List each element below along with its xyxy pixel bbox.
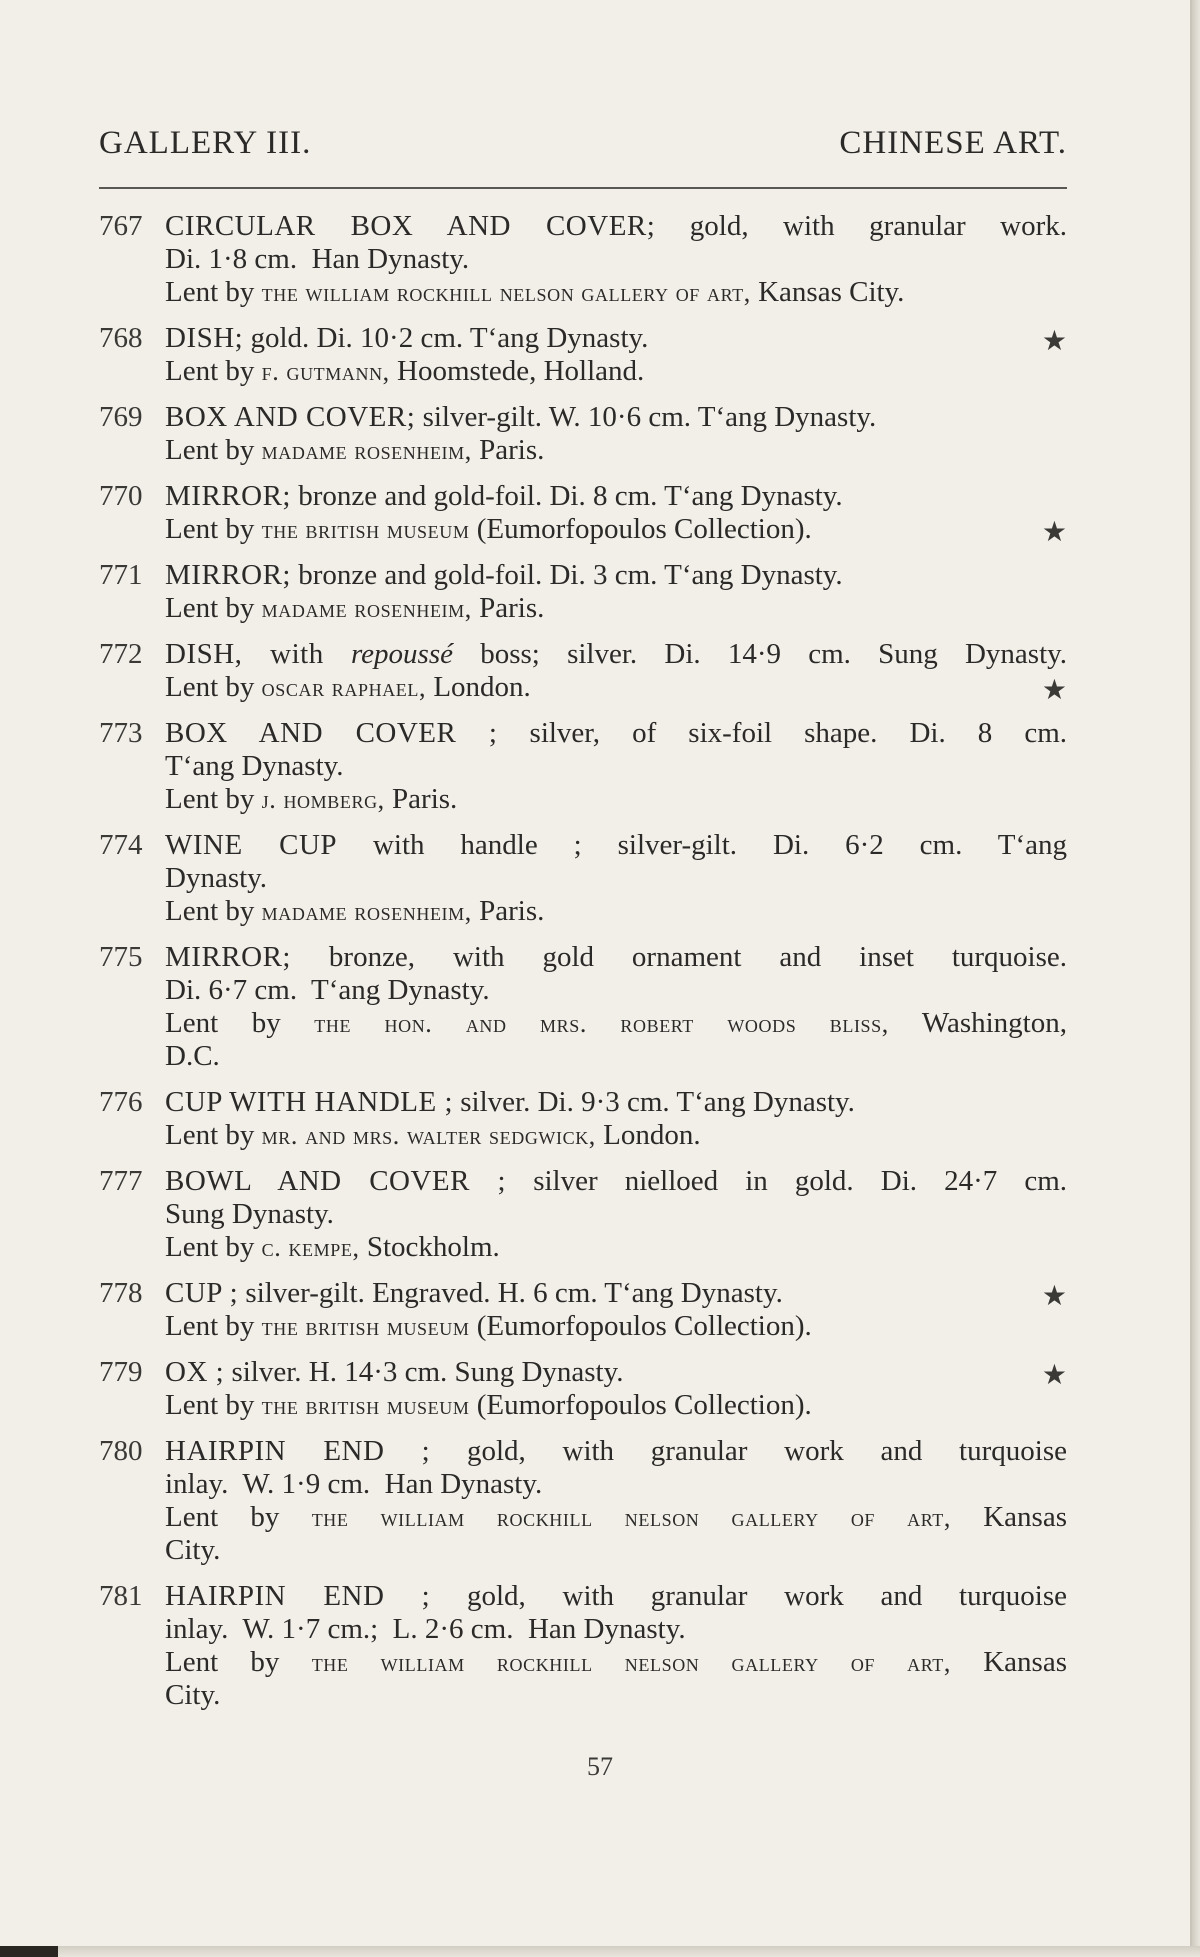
object-title: DISH, with [165, 638, 324, 670]
catalogue-entries [99, 210, 1067, 1725]
entry-description [165, 829, 1067, 862]
entry-description-cont: Di. 1·8 cm. Han Dynasty. [165, 243, 470, 275]
catalogue-entry [99, 1580, 1067, 1712]
entry-number: 781 [99, 1580, 143, 1612]
lender-location: Washington, [921, 1007, 1067, 1039]
catalogue-entry [99, 210, 1067, 309]
object-title: DISH; [165, 322, 244, 354]
entry-number: 768 [99, 322, 143, 354]
entry-number: 779 [99, 1356, 143, 1388]
lender-line [165, 434, 1067, 467]
entry-description [165, 1356, 1067, 1389]
lender-name: madame rosenheim, [261, 594, 472, 623]
lender-name: madame rosenheim, [261, 436, 472, 465]
lender-location: Hoomstede, Holland. [397, 355, 645, 387]
object-title: WINE CUP [165, 829, 338, 861]
entry-number: 772 [99, 638, 143, 670]
object-details: bronze and gold-foil. Di. 8 cm. T‘ang Dynasty. [298, 480, 843, 512]
lender-line [165, 1231, 1067, 1264]
catalogue-entry [99, 1356, 1067, 1422]
running-header [99, 125, 1067, 175]
lender-line [165, 783, 1067, 816]
object-details: silver. Di. 9·3 cm. T‘ang Dynasty. [460, 1086, 855, 1118]
object-details: silver nielloed in gold. Di. 24·7 cm. [533, 1165, 1068, 1197]
object-details: gold, with granular work. [689, 210, 1067, 242]
object-details: gold. Di. 10·2 cm. T‘ang Dynasty. [250, 322, 649, 354]
lent-by-label: Lent by [165, 513, 255, 545]
object-title: CIRCULAR BOX AND COVER; [165, 210, 656, 242]
object-details: with handle ; silver-gilt. Di. 6·2 cm. T‘ang [372, 829, 1067, 861]
object-details: silver-gilt. W. 10·6 cm. T‘ang Dynasty. [422, 401, 877, 433]
catalogue-entry [99, 941, 1067, 1073]
lender-location: London. [433, 671, 531, 703]
catalogue-entry [99, 1165, 1067, 1264]
entry-description-cont: Di. 6·7 cm. T‘ang Dynasty. [165, 974, 490, 1006]
lender-name: mr. and mrs. walter sedgwick, [261, 1121, 596, 1150]
entry-number: 778 [99, 1277, 143, 1309]
star-icon: ★ [1041, 1358, 1067, 1391]
lender-name: the hon. and mrs. robert woods bliss, [314, 1009, 889, 1038]
lent-by-label: Lent by [165, 895, 255, 927]
lent-by-label: Lent by [165, 1119, 255, 1151]
catalogue-entry [99, 638, 1067, 704]
entry-number: 780 [99, 1435, 143, 1467]
lender-line [165, 1646, 1067, 1679]
lender-location: Paris. [479, 434, 545, 466]
lender-line [165, 1389, 1067, 1422]
lent-by-label: Lent by [165, 276, 255, 308]
lender-location: (Eumorfopoulos Collection). [476, 513, 812, 545]
object-details: silver. H. 14·3 cm. Sung Dynasty. [231, 1356, 624, 1388]
entry-number: 771 [99, 559, 143, 591]
object-title: OX ; [165, 1356, 225, 1388]
lender-name: c. kempe, [261, 1233, 360, 1262]
lent-by-label: Lent by [165, 355, 255, 387]
object-details: silver-gilt. Engraved. H. 6 cm. T‘ang Dynasty. [245, 1277, 783, 1309]
lender-location-cont: D.C. [165, 1040, 220, 1072]
lender-name: the british museum [261, 515, 470, 544]
page-edge-bottom [0, 1946, 1200, 1957]
object-title: MIRROR; [165, 941, 291, 973]
object-title: BOX AND COVER; [165, 401, 416, 433]
entry-description [165, 941, 1067, 974]
lender-location: Paris. [479, 895, 545, 927]
catalogue-entry [99, 829, 1067, 928]
page-edge-right [1192, 0, 1200, 1957]
entry-description [165, 638, 1067, 671]
lender-location: London. [603, 1119, 701, 1151]
lender-location: Stockholm. [366, 1231, 500, 1263]
object-details: bronze and gold-foil. Di. 3 cm. T‘ang Dynasty. [298, 559, 843, 591]
lender-line [165, 513, 1067, 546]
lender-location: Paris. [392, 783, 458, 815]
lender-line [165, 592, 1067, 625]
entry-description [165, 210, 1067, 243]
catalogue-entry [99, 717, 1067, 816]
lent-by-label: Lent by [165, 783, 255, 815]
object-details: boss; silver. Di. 14·9 cm. Sung Dynasty. [480, 638, 1068, 670]
entry-number: 770 [99, 480, 143, 512]
lent-by-label: Lent by [165, 1310, 255, 1342]
entry-number: 773 [99, 717, 143, 749]
catalogue-entry [99, 480, 1067, 546]
object-details: gold, with granular work and turquoise [466, 1580, 1067, 1612]
lender-name: the british museum [261, 1312, 470, 1341]
entry-description [165, 717, 1067, 750]
object-title: MIRROR; [165, 480, 291, 512]
star-icon: ★ [1041, 1279, 1067, 1312]
binding-corner [0, 1946, 58, 1957]
lent-by-label: Lent by [165, 1389, 255, 1421]
entry-description-cont: inlay. W. 1·9 cm. Han Dynasty. [165, 1468, 543, 1500]
entry-description [165, 559, 1067, 592]
catalogue-entry [99, 401, 1067, 467]
lender-location: Kansas [983, 1501, 1067, 1533]
lender-location: Paris. [479, 592, 545, 624]
lender-line [165, 1501, 1067, 1534]
lender-location: Kansas [983, 1646, 1067, 1678]
entry-description [165, 401, 1067, 434]
lender-name: oscar raphael, [261, 673, 427, 702]
lent-by-label: Lent by [165, 671, 255, 703]
catalogue-entry [99, 1086, 1067, 1152]
catalogue-entry [99, 559, 1067, 625]
lender-location: (Eumorfopoulos Collection). [476, 1389, 812, 1421]
star-icon: ★ [1041, 673, 1067, 706]
entry-number: 776 [99, 1086, 143, 1118]
entry-description-cont: T‘ang Dynasty. [165, 750, 344, 782]
object-title: BOWL AND COVER ; [165, 1165, 507, 1197]
lent-by-label: Lent by [165, 592, 255, 624]
lent-by-label: Lent by [165, 1501, 280, 1533]
entry-description-cont: Sung Dynasty. [165, 1198, 334, 1230]
header-gallery: GALLERY III. [99, 125, 312, 161]
entry-number: 769 [99, 401, 143, 433]
entry-number: 767 [99, 210, 143, 242]
catalogue-entry [99, 1277, 1067, 1343]
entry-description-cont: Dynasty. [165, 862, 268, 894]
star-icon: ★ [1041, 515, 1067, 548]
lender-location-cont: City. [165, 1679, 221, 1711]
object-details: bronze, with gold ornament and inset turquoise. [328, 941, 1067, 973]
entry-description [165, 322, 1067, 355]
lender-name: madame rosenheim, [261, 897, 472, 926]
lender-name: the william rockhill nelson gallery of art, [261, 278, 751, 307]
lender-line [165, 1310, 1067, 1343]
lent-by-label: Lent by [165, 1007, 281, 1039]
star-icon: ★ [1041, 324, 1067, 357]
page-number: 57 [587, 1752, 613, 1781]
object-title: BOX AND COVER ; [165, 717, 498, 749]
lender-line [165, 276, 1067, 309]
object-details: gold, with granular work and turquoise [466, 1435, 1067, 1467]
entry-description [165, 1165, 1067, 1198]
lender-name: the british museum [261, 1391, 470, 1420]
lender-location-cont: City. [165, 1534, 221, 1566]
entry-description [165, 1580, 1067, 1613]
object-title: CUP ; [165, 1277, 239, 1309]
lender-line [165, 1119, 1067, 1152]
lender-line [165, 1007, 1067, 1040]
lender-line [165, 671, 1067, 704]
object-title: CUP WITH HANDLE ; [165, 1086, 454, 1118]
entry-description [165, 480, 1067, 513]
lender-name: the william rockhill nelson gallery of art, [311, 1503, 951, 1532]
lent-by-label: Lent by [165, 434, 255, 466]
lent-by-label: Lent by [165, 1646, 280, 1678]
lender-name: f. gutmann, [261, 357, 390, 386]
italic-term: repoussé [350, 638, 453, 670]
object-title: HAIRPIN END ; [165, 1435, 431, 1467]
catalogue-entry [99, 1435, 1067, 1567]
lender-line [165, 895, 1067, 928]
entry-number: 775 [99, 941, 143, 973]
lender-name: j. homberg, [261, 785, 385, 814]
header-section: CHINESE ART. [839, 125, 1067, 161]
lender-name: the william rockhill nelson gallery of art, [311, 1648, 951, 1677]
entry-number: 777 [99, 1165, 143, 1197]
entry-number: 774 [99, 829, 143, 861]
lender-location: Kansas City. [758, 276, 905, 308]
entry-description [165, 1086, 1067, 1119]
lent-by-label: Lent by [165, 1231, 255, 1263]
object-title: MIRROR; [165, 559, 291, 591]
lender-line [165, 355, 1067, 388]
catalogue-entry [99, 322, 1067, 388]
entry-description [165, 1277, 1067, 1310]
lender-location: (Eumorfopoulos Collection). [476, 1310, 812, 1342]
object-details: silver, of six-foil shape. Di. 8 cm. [529, 717, 1068, 749]
header-rule [99, 187, 1067, 189]
entry-description-cont: inlay. W. 1·7 cm.; L. 2·6 cm. Han Dynasty. [165, 1613, 686, 1645]
object-title: HAIRPIN END ; [165, 1580, 431, 1612]
entry-description [165, 1435, 1067, 1468]
